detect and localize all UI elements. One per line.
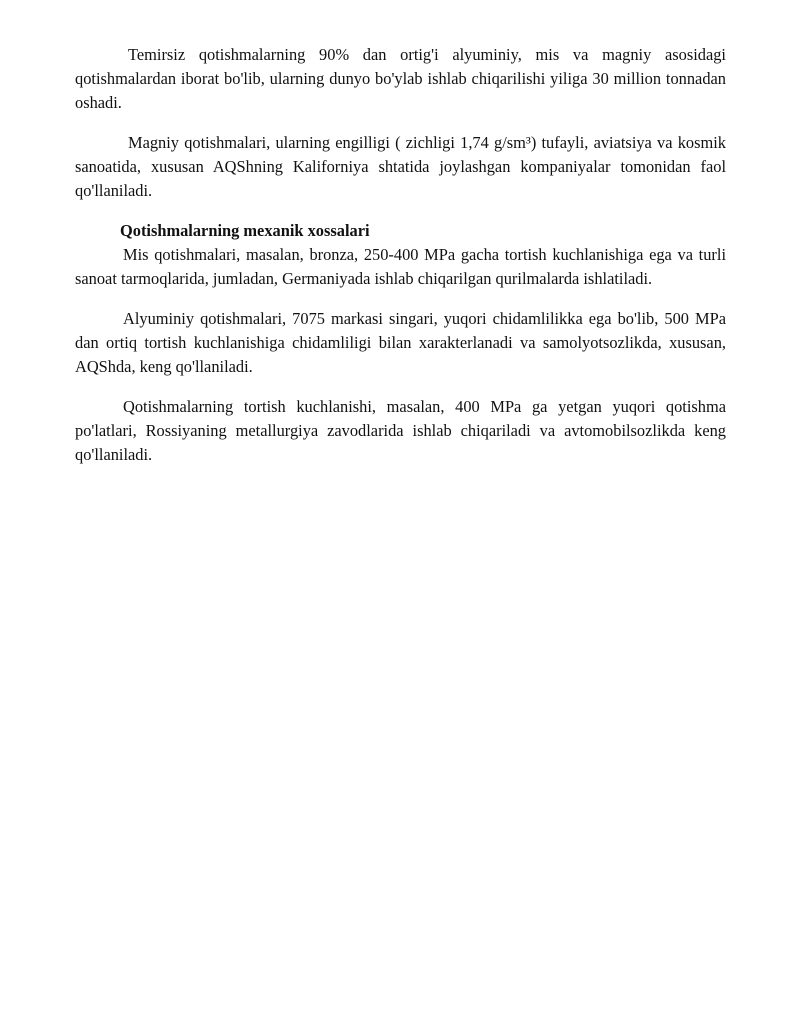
document-page bbox=[75, 43, 726, 467]
paragraph-magnesium: Magniy qotishmalari, ularning engilligi ( zichligi 1,74 g/sm³) tufayli, aviatsiya va kosmik sanoatida, xususan AQShning Kaliforniya shtatida joylashgan kompaniyalar tomonidan faol qo'llaniladi. bbox=[75, 133, 726, 200]
paragraph-steel: Qotishmalarning tortish kuchlanishi, masalan, 400 MPa ga yetgan yuqori qotishma po'latlari, Rossiyaning metallurgiya zavodlarida ishlab chiqariladi va avtomobilsozlikda keng qo'llaniladi. bbox=[75, 397, 726, 464]
section-heading: Qotishmalarning mexanik xossalari bbox=[120, 221, 370, 240]
paragraph-intro: Temirsiz qotishmalarning 90% dan ortig'i alyuminiy, mis va magniy asosidagi qotishmalardan iborat bo'lib, ularning dunyo bo'ylab ishlab chiqarilishi yiliga 30 million tonnadan oshadi. bbox=[75, 45, 726, 112]
paragraph-aluminum: Alyuminiy qotishmalari, 7075 markasi singari, yuqori chidamlilikka ega bo'lib, 500 MPa dan ortiq tortish kuchlanishiga chidamliligi bilan xarakterlanadi va samolyotsozlikda, xususan, AQShda, keng qo'llaniladi. bbox=[75, 309, 726, 376]
paragraph-copper: Mis qotishmalari, masalan, bronza, 250-400 MPa gacha tortish kuchlanishiga ega va turli sanoat tarmoqlarida, jumladan, Germaniyada ishlab chiqarilgan qurilmalarda ishlatiladi. bbox=[75, 245, 726, 288]
